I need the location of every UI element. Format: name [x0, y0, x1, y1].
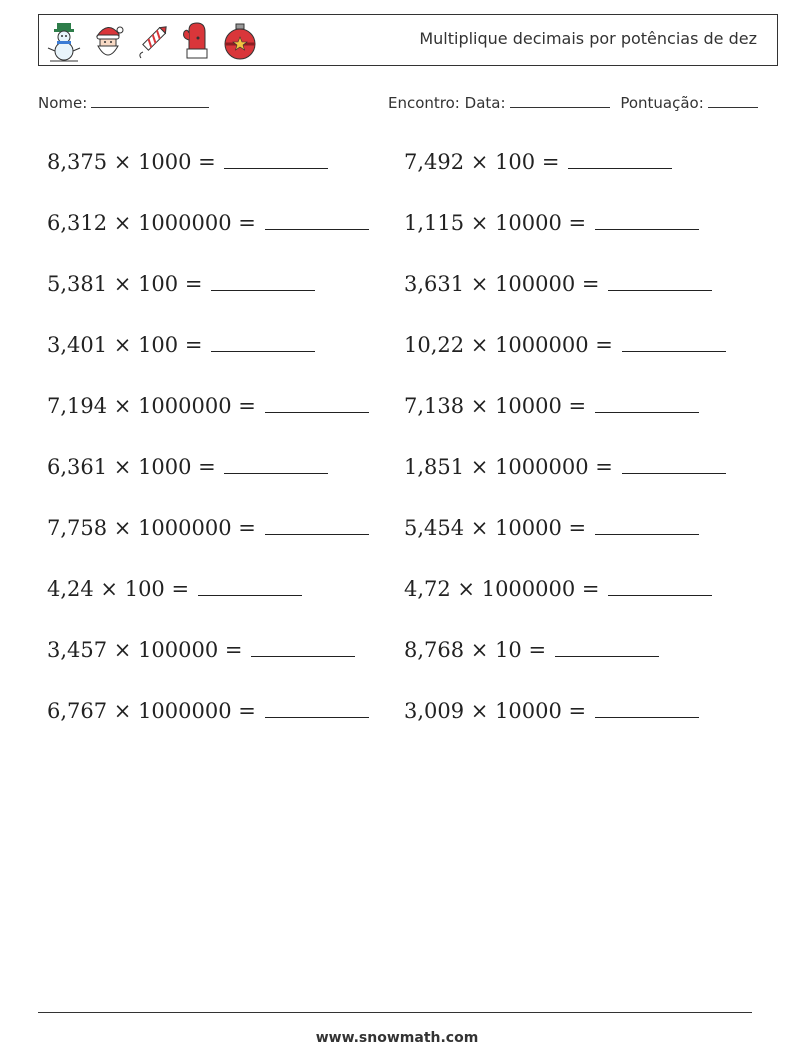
- problem-expression: 8,768 × 10 =: [404, 638, 547, 662]
- problem-left-6: [47, 455, 328, 479]
- problem-right-8: [404, 577, 712, 601]
- worksheet-header: [38, 14, 778, 66]
- problem-left-1: [47, 150, 328, 174]
- problem-left-2: [47, 211, 369, 235]
- answer-blank[interactable]: [211, 276, 315, 291]
- problem-expression: 6,361 × 1000 =: [47, 455, 216, 479]
- problem-expression: 7,492 × 100 =: [404, 150, 560, 174]
- problem-expression: 8,375 × 1000 =: [47, 150, 216, 174]
- problem-expression: 4,24 × 100 =: [47, 577, 190, 601]
- problem-left-8: [47, 577, 302, 601]
- mitten-icon: [177, 20, 215, 62]
- problem-expression: 7,138 × 10000 =: [404, 394, 587, 418]
- problem-left-7: [47, 516, 369, 540]
- problem-right-10: [404, 699, 699, 723]
- problem-expression: 1,115 × 10000 =: [404, 211, 587, 235]
- encounter-label: Encontro:: [388, 94, 460, 112]
- score-label: Pontuação:: [620, 94, 704, 112]
- problem-expression: 6,767 × 1000000 =: [47, 699, 256, 723]
- answer-blank[interactable]: [265, 215, 369, 230]
- problem-right-4: [404, 333, 726, 357]
- problem-left-9: [47, 638, 355, 662]
- problem-expression: 3,631 × 100000 =: [404, 272, 600, 296]
- problem-expression: 1,851 × 1000000 =: [404, 455, 613, 479]
- problem-right-6: [404, 455, 726, 479]
- ornament-ball-icon: [221, 20, 259, 62]
- answer-blank[interactable]: [595, 398, 699, 413]
- encounter-date-score-fields: [388, 94, 758, 112]
- footer-divider: [38, 1012, 752, 1013]
- answer-blank[interactable]: [224, 154, 328, 169]
- answer-blank[interactable]: [608, 581, 712, 596]
- problem-expression: 3,401 × 100 =: [47, 333, 203, 357]
- answer-blank[interactable]: [595, 215, 699, 230]
- name-label: Nome:: [38, 94, 88, 112]
- date-label: Data:: [464, 94, 506, 112]
- answer-blank[interactable]: [224, 459, 328, 474]
- footer-website: www.snowmath.com: [315, 1030, 479, 1046]
- problem-expression: 7,758 × 1000000 =: [47, 516, 256, 540]
- answer-blank[interactable]: [595, 520, 699, 535]
- score-blank[interactable]: [708, 95, 758, 108]
- problem-expression: 3,009 × 10000 =: [404, 699, 587, 723]
- problem-left-3: [47, 272, 315, 296]
- answer-blank[interactable]: [568, 154, 672, 169]
- problem-right-3: [404, 272, 712, 296]
- answer-blank[interactable]: [622, 459, 726, 474]
- name-field: [38, 94, 209, 112]
- problem-right-7: [404, 516, 699, 540]
- answer-blank[interactable]: [555, 642, 659, 657]
- problem-expression: 7,194 × 1000000 =: [47, 394, 256, 418]
- answer-blank[interactable]: [265, 398, 369, 413]
- answer-blank[interactable]: [251, 642, 355, 657]
- problem-right-5: [404, 394, 699, 418]
- problem-expression: 3,457 × 100000 =: [47, 638, 243, 662]
- problem-expression: 10,22 × 1000000 =: [404, 333, 613, 357]
- name-blank[interactable]: [91, 95, 209, 108]
- header-icons: [45, 20, 259, 62]
- problem-expression: 4,72 × 1000000 =: [404, 577, 600, 601]
- answer-blank[interactable]: [211, 337, 315, 352]
- problem-right-1: [404, 150, 672, 174]
- problem-expression: 5,454 × 10000 =: [404, 516, 587, 540]
- answer-blank[interactable]: [622, 337, 726, 352]
- answer-blank[interactable]: [595, 703, 699, 718]
- problem-left-10: [47, 699, 369, 723]
- problem-left-4: [47, 333, 315, 357]
- problem-left-5: [47, 394, 369, 418]
- date-blank[interactable]: [510, 95, 610, 108]
- answer-blank[interactable]: [198, 581, 302, 596]
- answer-blank[interactable]: [265, 520, 369, 535]
- firework-rocket-icon: [133, 20, 171, 62]
- problem-expression: 5,381 × 100 =: [47, 272, 203, 296]
- problem-right-2: [404, 211, 699, 235]
- snowman-icon: [45, 20, 83, 62]
- worksheet-title: Multiplique decimais por potências de dez: [419, 29, 757, 48]
- santa-icon: [89, 20, 127, 62]
- answer-blank[interactable]: [265, 703, 369, 718]
- problem-right-9: [404, 638, 659, 662]
- answer-blank[interactable]: [608, 276, 712, 291]
- problem-expression: 6,312 × 1000000 =: [47, 211, 256, 235]
